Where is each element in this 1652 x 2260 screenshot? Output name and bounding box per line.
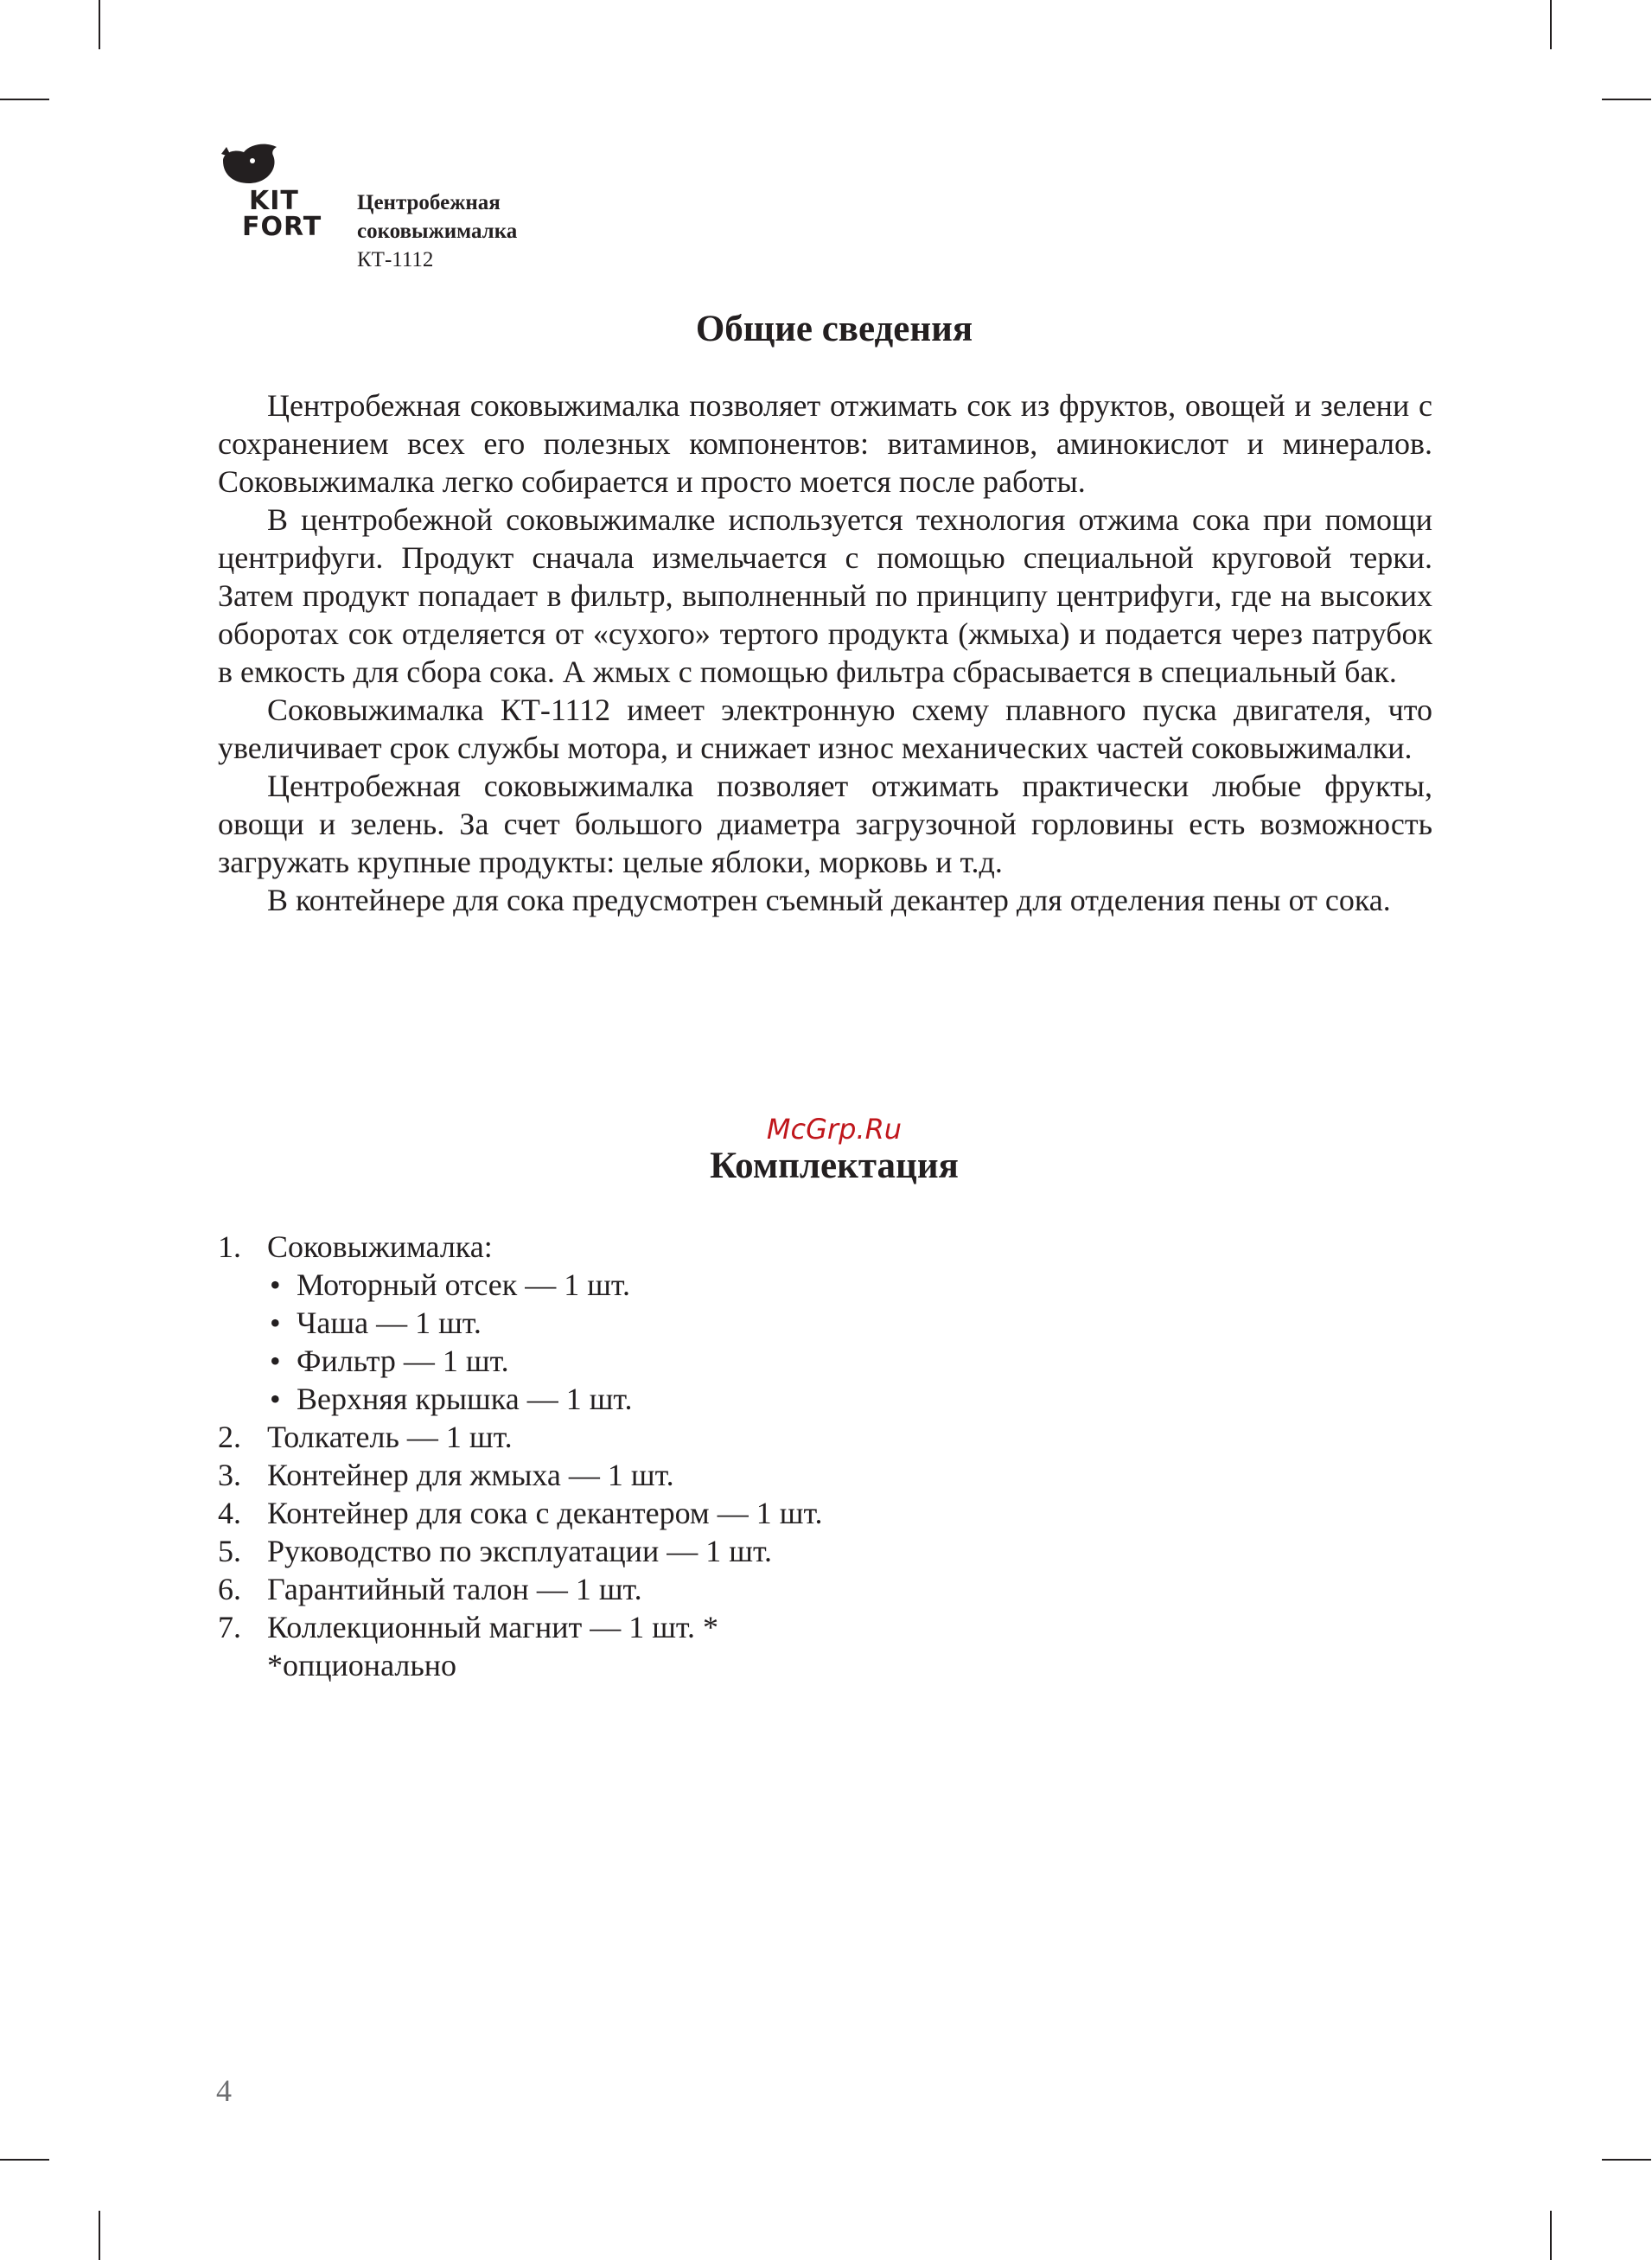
product-name-line-2: соковыжималка xyxy=(357,220,518,243)
list-item xyxy=(218,1494,1255,1532)
item-text: Чаша — 1 шт. xyxy=(297,1306,482,1340)
bullet-icon: • xyxy=(270,1306,281,1340)
optional-note: *опционально xyxy=(267,1648,457,1682)
item-text: Контейнер для сока с декантером — 1 шт. xyxy=(267,1496,823,1530)
paragraph: Центробежная соковыжималка позволяет отжимать сок из фруктов, овощей и зелени с сохранением всех его полезных компонентов: витаминов, аминокислот и минералов. Соковыжималка легко собирается и просто моется после работы. xyxy=(218,388,1432,499)
item-text: Контейнер для жмыха — 1 шт. xyxy=(267,1458,674,1492)
page-number: 4 xyxy=(216,2073,232,2108)
bullet-icon: • xyxy=(270,1382,281,1416)
item-number: 3. xyxy=(218,1458,241,1492)
list-item xyxy=(218,1608,1255,1646)
list-item xyxy=(218,1456,1255,1494)
bullet-icon: • xyxy=(270,1344,281,1378)
crop-mark xyxy=(99,0,100,49)
item-text: Фильтр — 1 шт. xyxy=(297,1344,509,1378)
brand-logo xyxy=(216,138,328,242)
watermark-link[interactable]: McGrp.Ru xyxy=(766,1113,903,1146)
crop-mark xyxy=(1550,2211,1552,2260)
list-note xyxy=(218,1646,1255,1684)
list-item xyxy=(218,1570,1255,1608)
item-text: Соковыжималка: xyxy=(267,1229,493,1264)
item-number: 7. xyxy=(218,1610,241,1644)
product-name xyxy=(357,188,517,274)
product-model: КТ-1112 xyxy=(357,248,434,271)
logo-line-2: FORT xyxy=(242,212,322,242)
item-number: 5. xyxy=(218,1534,241,1568)
section-title-general: Общие сведения xyxy=(695,309,973,349)
kit-list xyxy=(218,1228,1255,1684)
item-text: Моторный отсек — 1 шт. xyxy=(297,1267,630,1302)
item-text: Руководство по эксплуатации — 1 шт. xyxy=(267,1534,772,1568)
crop-mark xyxy=(0,99,49,100)
section-title-kit: Комплектация xyxy=(710,1146,959,1186)
item-text: Гарантийный талон — 1 шт. xyxy=(267,1572,642,1606)
item-text: Толкатель — 1 шт. xyxy=(267,1420,513,1454)
paragraph: В контейнере для сока предусмотрен съемный декантер для отделения пены от сока. xyxy=(267,883,1391,917)
whale-icon xyxy=(218,138,280,187)
crop-mark xyxy=(0,2159,49,2161)
item-text: Верхняя крышка — 1 шт. xyxy=(297,1382,633,1416)
list-subitem xyxy=(218,1304,1255,1342)
crop-mark xyxy=(1602,2159,1651,2161)
paragraph: Центробежная соковыжималка позволяет отжимать практически любые фрукты, овощи и зелень. За счет большого диаметра загрузочной горловины есть возможность загружать крупные продукты: целые яблоки, морковь и т.д. xyxy=(218,769,1432,879)
list-item xyxy=(218,1418,1255,1456)
logo-wordmark xyxy=(242,188,322,240)
bullet-icon: • xyxy=(270,1267,281,1302)
product-name-line-1: Центробежная xyxy=(357,191,501,214)
crop-mark xyxy=(99,2211,100,2260)
item-text: Коллекционный магнит — 1 шт. * xyxy=(267,1610,718,1644)
crop-mark xyxy=(1550,0,1552,49)
general-info-text xyxy=(218,386,1432,919)
item-number: 1. xyxy=(218,1229,241,1264)
list-subitem xyxy=(218,1266,1255,1304)
item-number: 4. xyxy=(218,1496,241,1530)
list-subitem xyxy=(218,1342,1255,1380)
crop-mark xyxy=(1602,99,1651,100)
paragraph: В центробежной соковыжималке используется технология отжима сока при помощи центрифуги. Продукт сначала измельчается с помощью специальной круговой терки. Затем продукт попадает в фильтр, выполненный по принципу центрифуги, где на высоких оборотах сок отделяется от «сухого» тертого продукта (жмыха) и подается через патрубок в емкость для сбора сока. А жмых с помощью фильтра сбрасывается в специальный бак. xyxy=(218,502,1432,689)
logo-line-1: KIT xyxy=(249,186,299,216)
list-item xyxy=(218,1532,1255,1570)
item-number: 6. xyxy=(218,1572,241,1606)
list-subitem xyxy=(218,1380,1255,1418)
item-number: 2. xyxy=(218,1420,241,1454)
paragraph: Соковыжималка КТ-1112 имеет электронную схему плавного пуска двигателя, что увеличивает срок службы мотора, и снижает износ механических частей соковыжималки. xyxy=(218,693,1432,765)
list-item xyxy=(218,1228,1255,1266)
